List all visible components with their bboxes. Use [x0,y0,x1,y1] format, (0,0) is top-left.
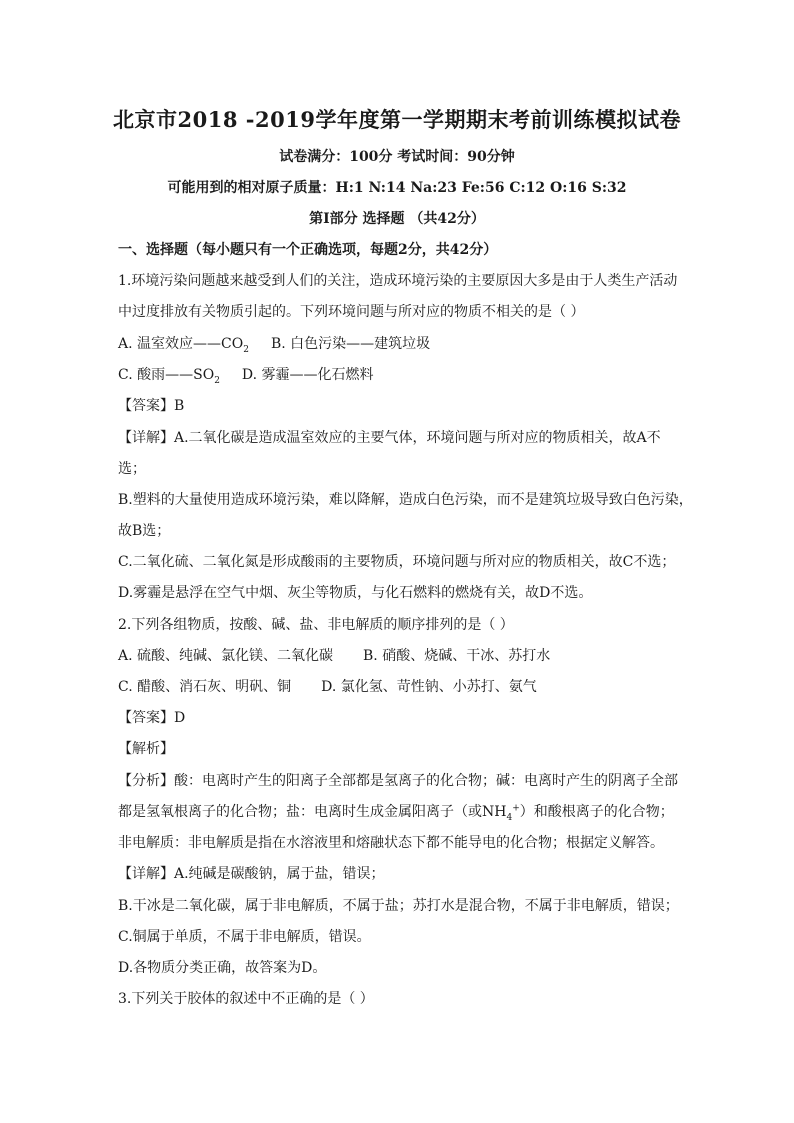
q1-detail-line-6: D.雾霾是悬浮在空气中烟、灰尘等物质，与化石燃料的燃烧有关，故D不选。 [118,585,593,601]
q2-option-a: A. 硫酸、纯碱、氯化镁、二氧化碳 [118,648,334,664]
q2-detail-line-4: D.各物质分类正确，故答案为D。 [118,960,327,976]
q3-stem: 3.下列关于胶体的叙述中不正确的是（ ） [118,991,374,1007]
q1-options-cd [118,364,374,386]
q2-detail-line-3: C.铜属于单质，不属于非电解质，错误。 [118,929,371,945]
exam-info: 试卷满分：100分 考试时间：90分钟 [279,149,515,165]
q2-option-d: D. 氯化氢、苛性钠、小苏打、氨气 [321,679,537,695]
section-heading: 一、选择题（每小题只有一个正确选项，每题2分，共42分） [118,242,498,258]
exam-title: 北京市2018 -2019学年度第一学期期末考前训练模拟试卷 [113,107,681,132]
atomic-mass-line: 可能用到的相对原子质量：H:1 N:14 Na:23 Fe:56 C:12 O:16 S:32 [167,180,627,196]
q2-option-b: B. 硝酸、烧碱、干冰、苏打水 [363,648,551,664]
q1-stem-line-1: 1.环境污染问题越来越受到人们的关注，造成环境污染的主要原因大多是由于人类生产活动 [118,273,678,289]
q2-detail-line-2: B.干冰是二氧化碳，属于非电解质，不属于盐；苏打水是混合物，不属于非电解质，错误； [118,898,679,914]
q1-detail-line-5: C.二氧化硫、二氧化氮是形成酸雨的主要物质，环境问题与所对应的物质相关，故C不选； [118,554,676,570]
q1-detail-line-1: 【详解】A.二氧化碳是造成温室效应的主要气体，环境问题与所对应的物质相关，故A不 [118,430,661,446]
q1-detail-line-4: 故B选； [118,523,171,539]
q2-analysis-label: 【解析】 [118,741,174,757]
q2-analysis-line-1: 【分析】酸：电离时产生的阳离子全部都是氢离子的化合物；碱：电离时产生的阴离子全部 [118,773,678,789]
q2-options-cd [118,676,537,696]
q1-option-a: A. 温室效应$——CO_2$ [118,336,249,355]
q2-options-ab [118,645,550,665]
q2-analysis-line-2: 都是氢氧根离子的化合物；盐：电离时生成金属阳离子（或$NH_4^+$）和酸根离子的化合物； [118,803,674,823]
q1-option-c: C. 酸雨$——SO_2$ [118,367,220,386]
q1-detail-line-2: 选； [118,461,146,477]
q1-detail-line-3: B.塑料的大量使用造成环境污染，难以降解，造成白色污染，而不是建筑垃圾导致白色污染， [118,492,693,508]
q2-stem: 2.下列各组物质，按酸、碱、盐、非电解质的顺序排列的是（ ） [118,617,514,633]
q1-option-d: D. 雾霾——化石燃料 [241,367,374,383]
q2-answer: 【答案】D [118,710,186,726]
q1-answer: 【答案】B [118,398,185,414]
q1-options-ab [118,333,430,355]
q1-stem-line-2: 中过度排放有关物质引起的。下列环境问题与所对应的物质不相关的是（ ） [118,304,585,320]
q2-detail-line-1: 【详解】A.纯碱是碳酸钠，属于盐，错误； [118,866,385,882]
q1-option-b: B. 白色污染——建筑垃圾 [270,336,431,352]
q2-option-c: C. 醋酸、消石灰、明矾、铜 [118,679,292,695]
q2-analysis-line-3: 非电解质：非电解质是指在水溶液里和熔融状态下都不能导电的化合物；根据定义解答。 [118,835,664,851]
part-heading: 第Ⅰ部分 选择题 （共42分） [309,211,485,227]
